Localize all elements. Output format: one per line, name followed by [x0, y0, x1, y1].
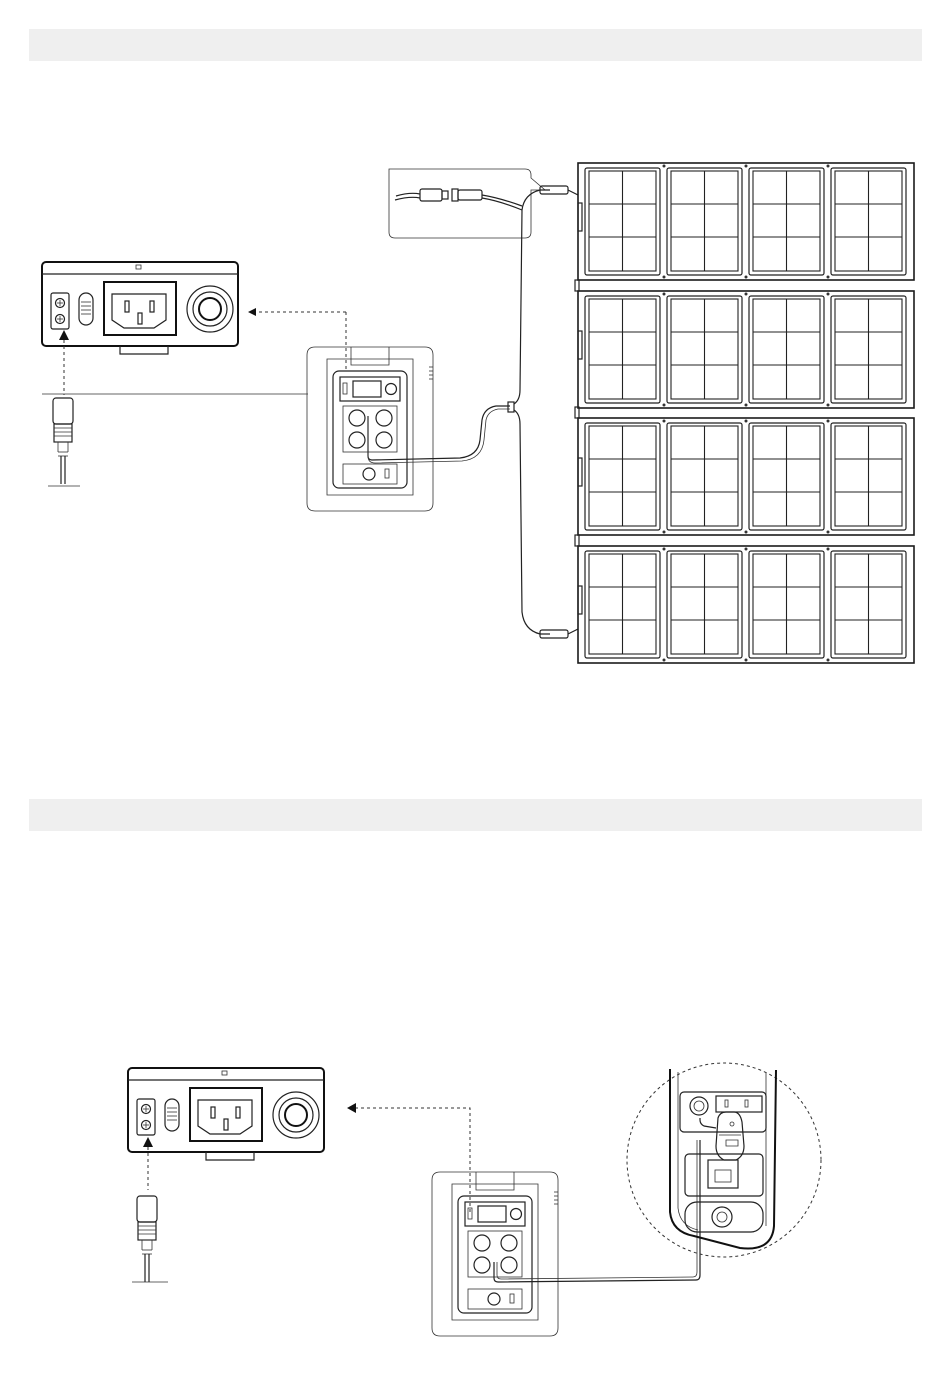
car-charging-plug-icon — [627, 1063, 821, 1257]
ac-inlet-closeup-icon — [128, 1068, 324, 1160]
solar-panel-icon — [575, 163, 914, 663]
power-station-icon — [307, 347, 433, 511]
ac-plug-icon — [137, 1196, 157, 1282]
ac-plug-icon — [53, 398, 73, 484]
ac-inlet-closeup-icon — [42, 262, 238, 354]
power-station-icon — [432, 1172, 558, 1336]
inlet-pointer-arrow — [255, 312, 346, 372]
